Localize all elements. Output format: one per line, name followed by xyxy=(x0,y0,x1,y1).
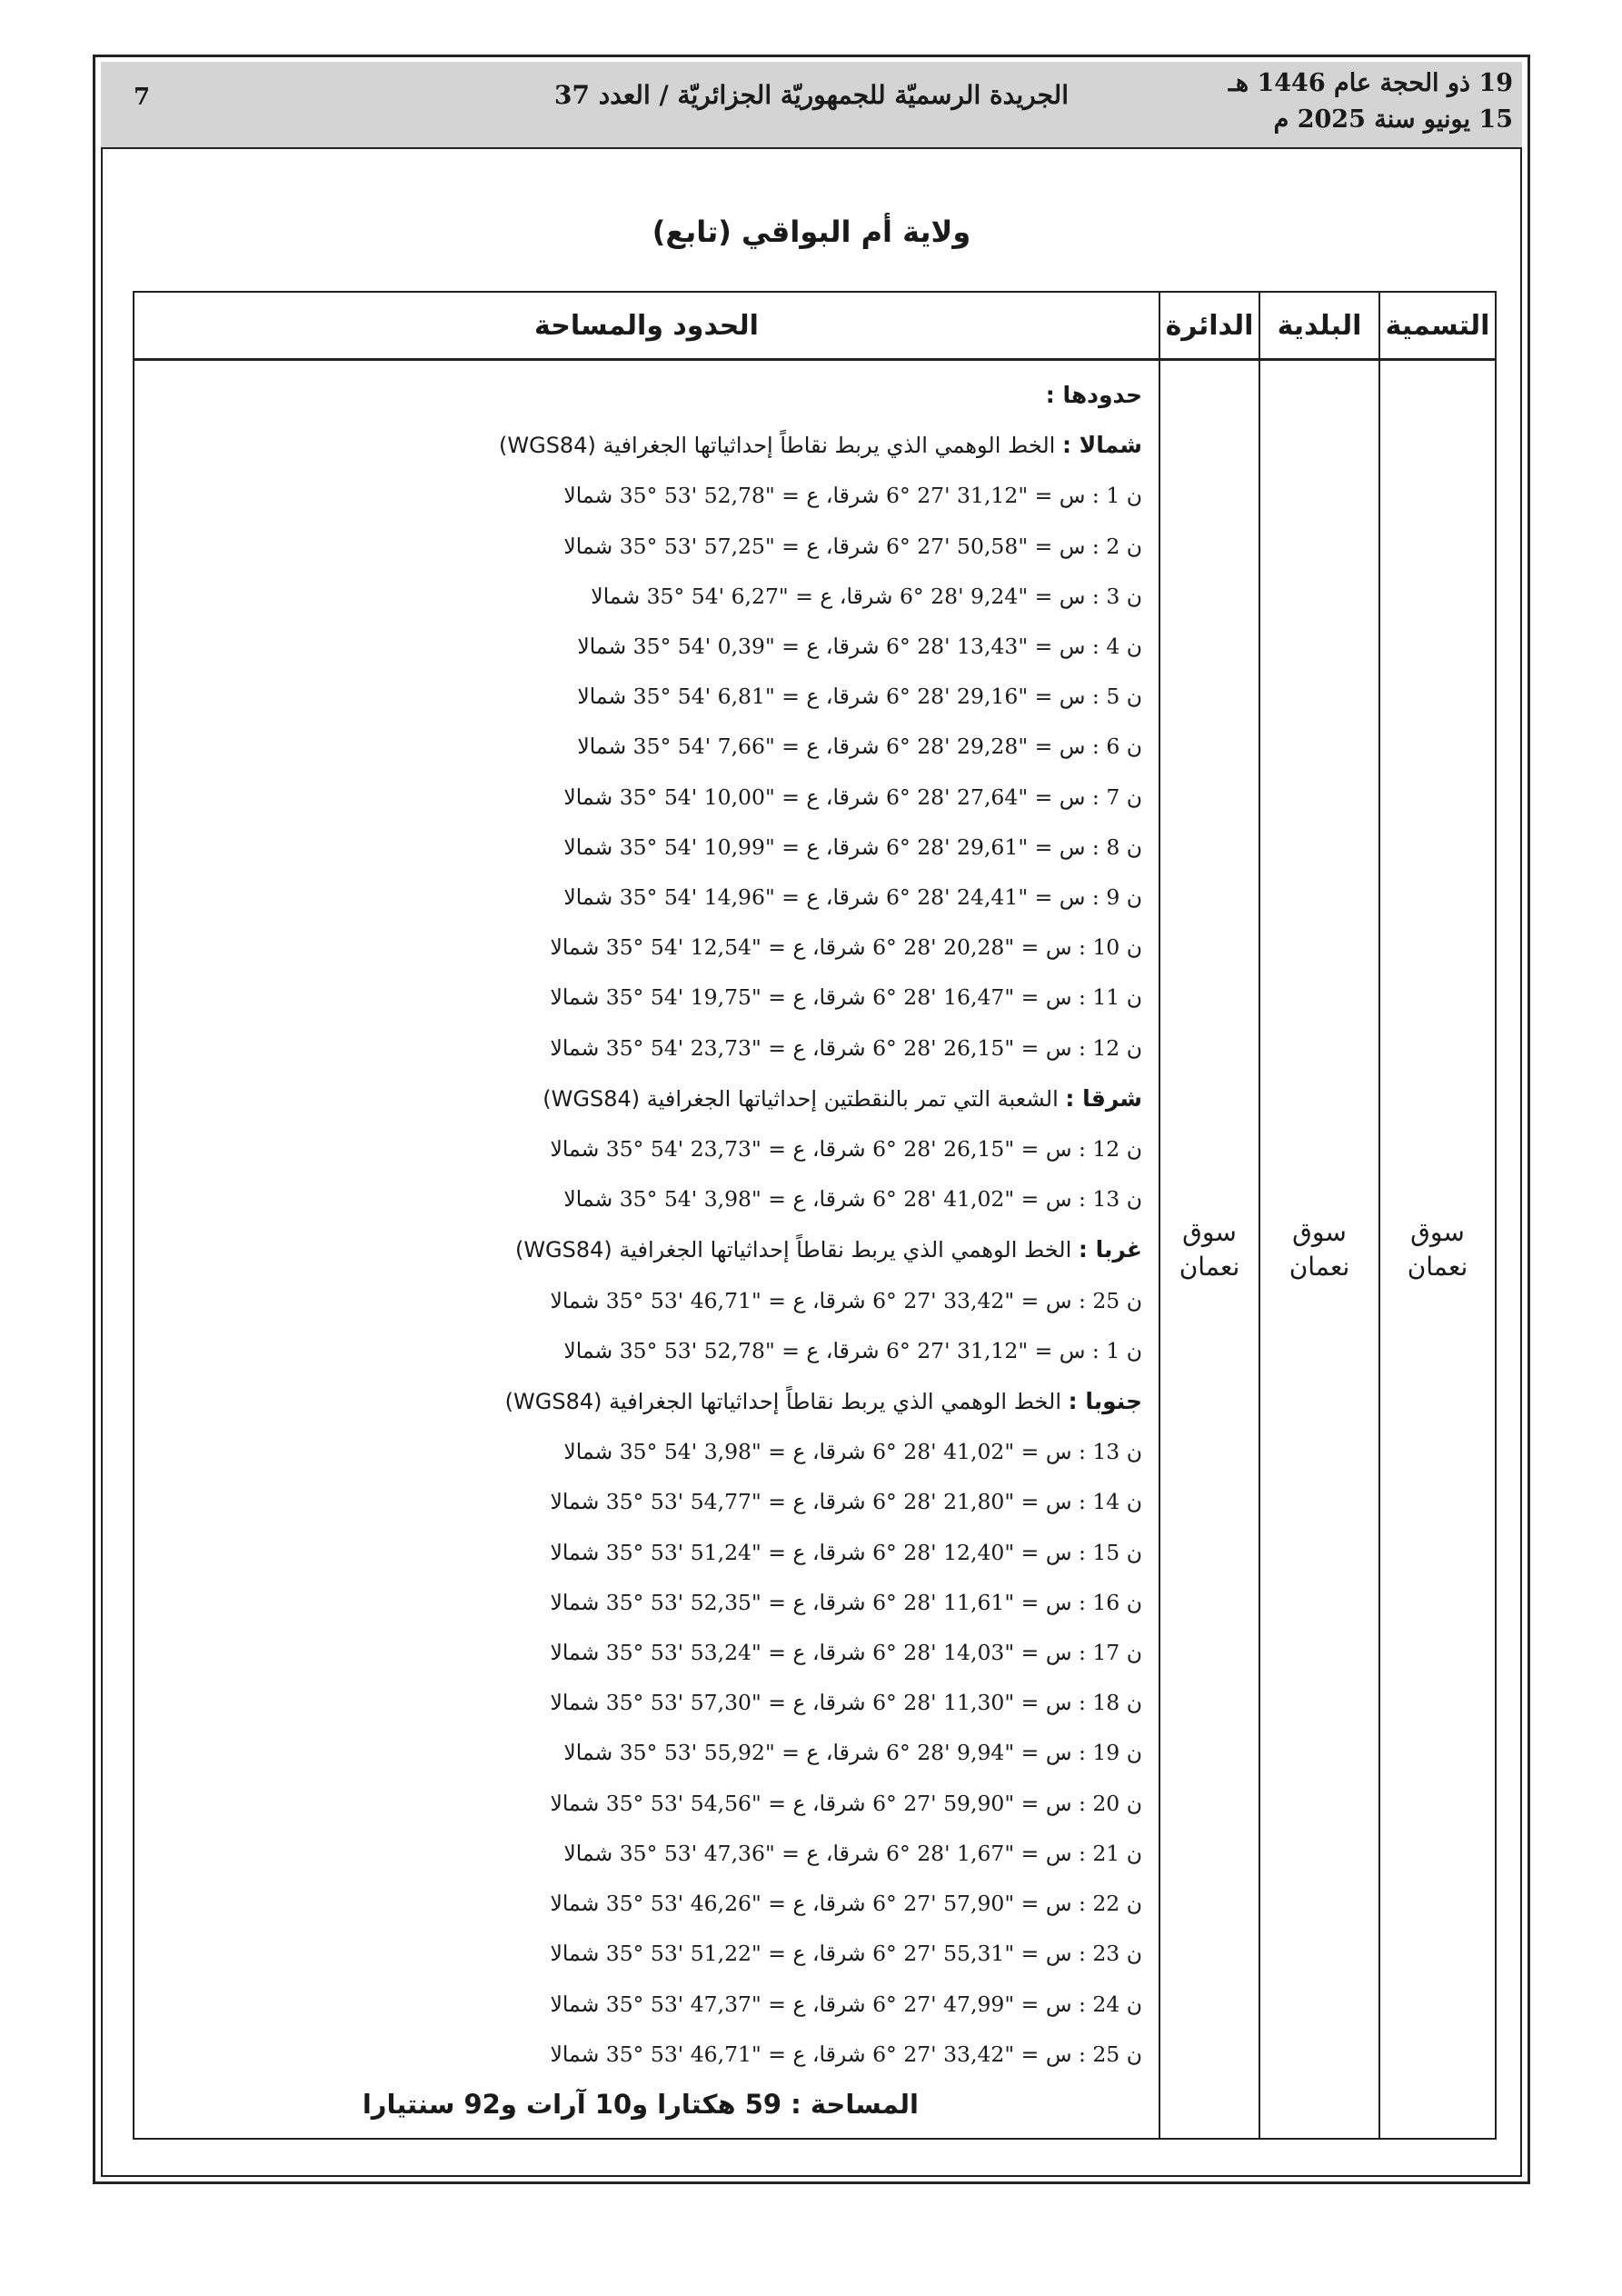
col-header-municipality: البلدية xyxy=(1259,292,1379,360)
direction-line xyxy=(153,420,1142,471)
coordinate-line: ن 19 : س = "9,94 '28 °6 شرقا، ع = "55,92 '53 °35 شمالا xyxy=(563,1740,1142,1766)
direction-description: الشعبة التي تمر بالنقطتين إحداثياتها الجغرافية (WGS84) xyxy=(542,1085,1066,1112)
coordinate-line: ن 15 : س = "12,40 '28 °6 شرقا، ع = "51,24 '53 °35 شمالا xyxy=(550,1539,1142,1565)
coordinate-line: ن 25 : س = "33,42 '27 °6 شرقا، ع = "46,71 '53 °35 شمالا xyxy=(550,1287,1142,1313)
coordinate-line: ن 11 : س = "16,47 '28 °6 شرقا، ع = "19,75 '54 °35 شمالا xyxy=(550,984,1142,1011)
header-date-gregorian: 15 يونيو سنة 2025 م xyxy=(1273,105,1513,134)
direction-description: الخط الوهمي الذي يربط نقاطاً إحداثياتها الجغرافية (WGS84) xyxy=(498,433,1062,459)
coordinate-line: ن 6 : س = "29,28 '28 °6 شرقا، ع = "7,66 '54 °35 شمالا xyxy=(577,734,1142,760)
coordinate-line: ن 8 : س = "29,61 '28 °6 شرقا، ع = "10,99 '54 °35 شمالا xyxy=(563,834,1142,860)
coordinate-line: ن 25 : س = "33,42 '27 °6 شرقا، ع = "46,71 '53 °35 شمالا xyxy=(550,2041,1142,2067)
table-header-row xyxy=(134,292,1496,360)
coordinate-line: ن 21 : س = "1,67 '28 °6 شرقا، ع = "47,36 '53 °35 شمالا xyxy=(563,1840,1142,1866)
coordinate-line: ن 16 : س = "11,61 '28 °6 شرقا، ع = "52,35 '53 °35 شمالا xyxy=(550,1589,1142,1615)
col-header-daira: الدائرة xyxy=(1159,292,1259,360)
limits-lines xyxy=(153,370,1142,2080)
coordinate-line: ن 3 : س = "9,24 '28 °6 شرقا، ع = "6,27 '54 °35 شمالا xyxy=(591,583,1142,609)
header-date-hijri: 19 ذو الحجة عام 1446 هـ xyxy=(1228,69,1513,97)
cell-name: سوق نعمان xyxy=(1379,360,1496,2140)
coordinate-line: ن 23 : س = "55,31 '27 °6 شرقا، ع = "51,22 '53 °35 شمالا xyxy=(550,1941,1142,1967)
coordinate-line: ن 20 : س = "59,90 '27 °6 شرقا، ع = "54,56 '53 °35 شمالا xyxy=(550,1790,1142,1816)
coordinate-line: ن 17 : س = "14,03 '28 °6 شرقا، ع = "53,24 '53 °35 شمالا xyxy=(550,1640,1142,1666)
coordinate-line: ن 1 : س = "31,12 '27 °6 شرقا، ع = "52,78 '53 °35 شمالا xyxy=(563,1337,1142,1363)
area-line: المساحة : 59 هكتارا و10 آرات و92 سنتيارا xyxy=(362,2088,919,2120)
regions-table xyxy=(133,291,1497,2140)
direction-label: غربا : xyxy=(1078,1236,1142,1263)
coordinate-line: ن 9 : س = "24,41 '28 °6 شرقا، ع = "14,96 '54 °35 شمالا xyxy=(563,884,1142,911)
direction-label: شرقا : xyxy=(1065,1084,1142,1112)
col-header-name: التسمية xyxy=(1379,292,1496,360)
cell-municipality: سوق نعمان xyxy=(1259,360,1379,2140)
coordinate-line: ن 12 : س = "26,15 '28 °6 شرقا، ع = "23,73 '54 °35 شمالا xyxy=(550,1034,1142,1061)
coordinate-line: ن 1 : س = "31,12 '27 °6 شرقا، ع = "52,78 '53 °35 شمالا xyxy=(563,483,1142,509)
coordinate-line: ن 10 : س = "20,28 '28 °6 شرقا، ع = "12,54 '54 °35 شمالا xyxy=(550,934,1142,961)
coordinate-line: ن 22 : س = "57,90 '27 °6 شرقا، ع = "46,26 '53 °35 شمالا xyxy=(550,1891,1142,1917)
coordinate-line: ن 5 : س = "29,16 '28 °6 شرقا، ع = "6,81 '54 °35 شمالا xyxy=(577,684,1142,710)
direction-line xyxy=(153,1073,1142,1124)
direction-line xyxy=(153,1376,1142,1427)
coordinate-line: ن 12 : س = "26,15 '28 °6 شرقا، ع = "23,73 '54 °35 شمالا xyxy=(550,1136,1142,1163)
limits-heading: حدودها : xyxy=(1045,382,1142,408)
coordinate-line: ن 7 : س = "27,64 '28 °6 شرقا، ع = "10,00 '54 °35 شمالا xyxy=(563,784,1142,810)
coordinate-line: ن 14 : س = "21,80 '28 °6 شرقا، ع = "54,77 '53 °35 شمالا xyxy=(550,1489,1142,1515)
page-header xyxy=(101,62,1522,149)
cell-limits xyxy=(134,360,1159,2140)
coordinate-line: ن 13 : س = "41,02 '28 °6 شرقا، ع = "3,98 '54 °35 شمالا xyxy=(563,1439,1142,1465)
section-title: ولاية أم البواقي (تابع) xyxy=(652,215,971,249)
page-number: 7 xyxy=(134,84,151,111)
col-header-limits: الحدود والمساحة xyxy=(134,292,1159,360)
direction-description: الخط الوهمي الذي يربط نقاطاً إحداثياتها الجغرافية (WGS84) xyxy=(514,1237,1079,1263)
direction-description: الخط الوهمي الذي يربط نقاطاً إحداثياتها الجغرافية (WGS84) xyxy=(504,1389,1069,1415)
coordinate-line: ن 4 : س = "13,43 '28 °6 شرقا، ع = "0,39 '54 °35 شمالا xyxy=(577,634,1142,660)
coordinate-line: ن 24 : س = "47,99 '27 °6 شرقا، ع = "47,37 '53 °35 شمالا xyxy=(550,1991,1142,2017)
table-row xyxy=(134,360,1496,2140)
cell-daira: سوق نعمان xyxy=(1159,360,1259,2140)
coordinate-line: ن 18 : س = "11,30 '28 °6 شرقا، ع = "57,30 '53 °35 شمالا xyxy=(550,1690,1142,1716)
header-title: الجريدة الرسميّة للجمهوريّة الجزائريّة / العدد 37 xyxy=(554,80,1069,110)
direction-line xyxy=(153,1224,1142,1275)
coordinate-line: ن 13 : س = "41,02 '28 °6 شرقا، ع = "3,98 '54 °35 شمالا xyxy=(563,1186,1142,1213)
coordinate-line: ن 2 : س = "50,58 '27 °6 شرقا، ع = "57,25 '53 °35 شمالا xyxy=(563,533,1142,559)
direction-label: شمالا : xyxy=(1061,432,1142,459)
direction-label: جنوبا : xyxy=(1068,1388,1142,1415)
